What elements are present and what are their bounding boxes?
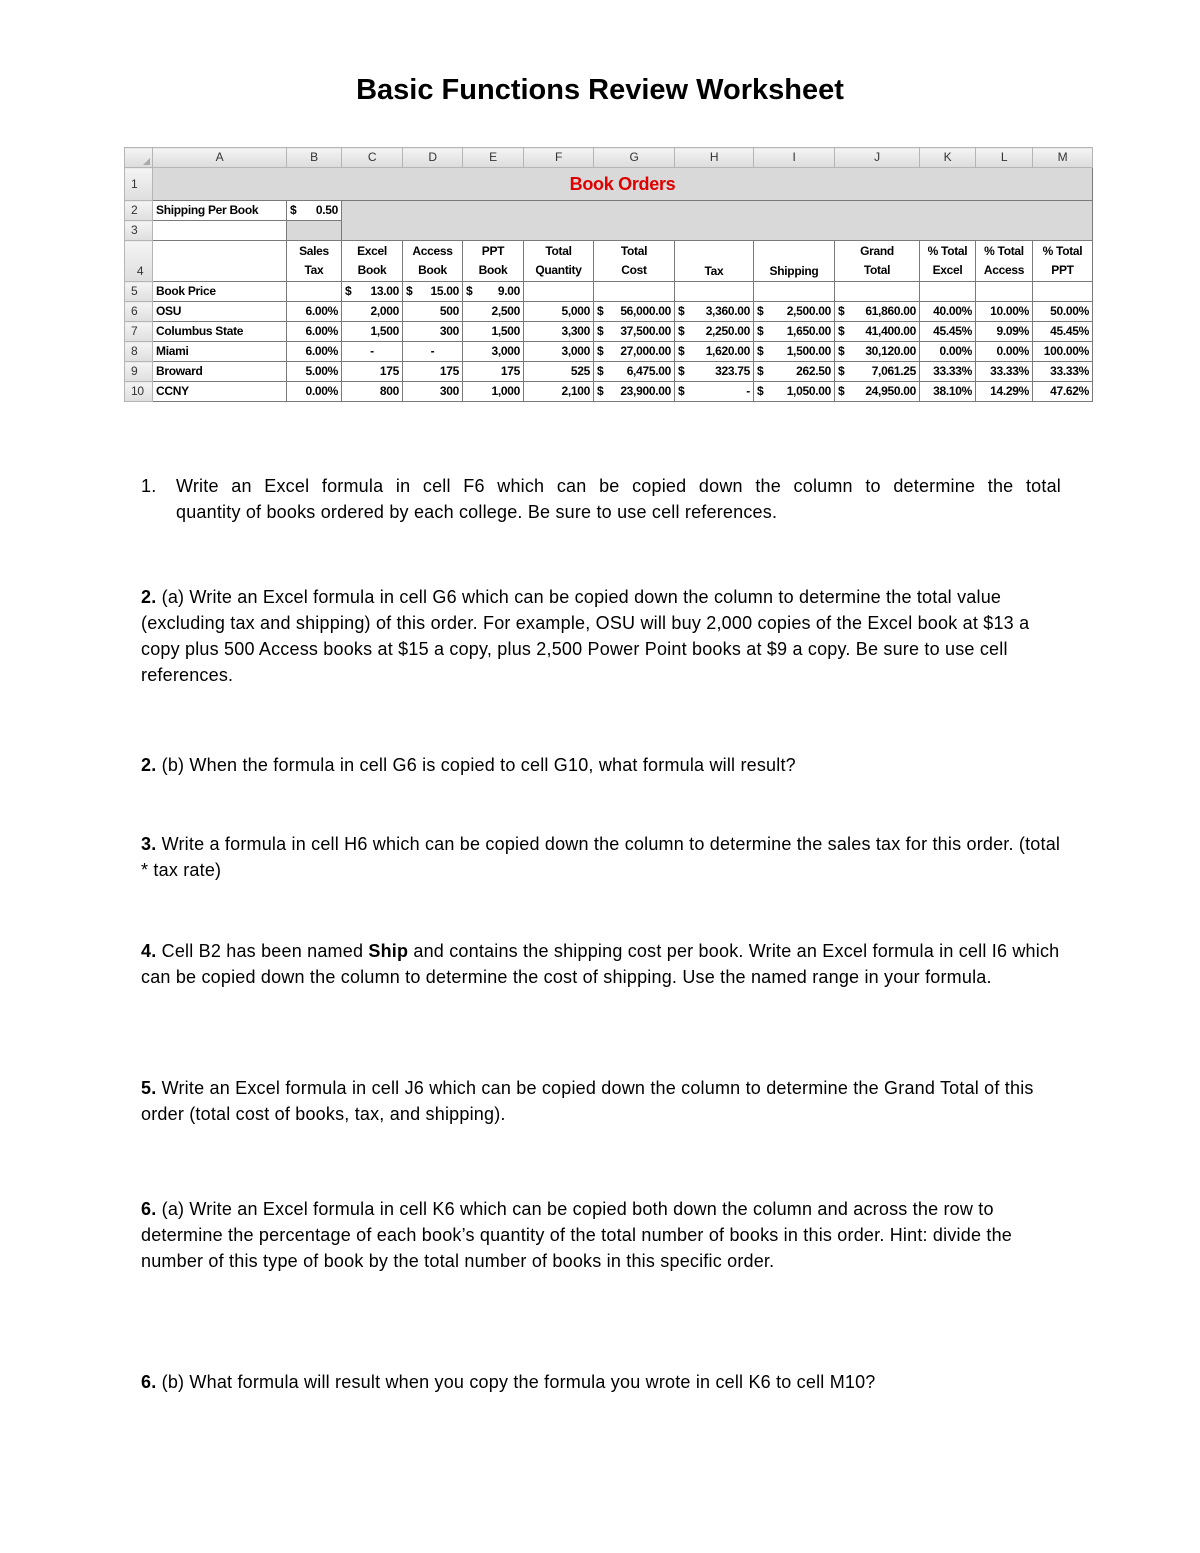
excel-book-cell[interactable]: - bbox=[342, 342, 403, 362]
shipping-header[interactable]: Shipping bbox=[754, 241, 835, 282]
book-price-label[interactable]: Book Price bbox=[153, 282, 287, 302]
book-orders-banner[interactable]: Book Orders bbox=[153, 168, 1093, 201]
row-number[interactable]: 1 bbox=[125, 168, 153, 201]
shipping-cell[interactable]: $ 2,500.00 bbox=[754, 302, 835, 322]
pct-excel-header[interactable]: % Total Excel bbox=[920, 241, 976, 282]
access-book-cell[interactable]: 500 bbox=[403, 302, 463, 322]
table-row bbox=[125, 322, 1093, 342]
row-number[interactable]: 4 bbox=[125, 241, 153, 282]
shipping-value: 0.50 bbox=[315, 203, 338, 217]
question-text: Write an Excel formula in cell J6 which can be copied down the column to determine the Grand Total of this order (total cost of books, tax, and shipping). bbox=[141, 1078, 1034, 1124]
empty-cell[interactable] bbox=[1033, 282, 1093, 302]
pct-excel-cell[interactable]: 40.00% bbox=[920, 302, 976, 322]
question-number: 1. bbox=[141, 476, 157, 496]
page-title: Basic Functions Review Worksheet bbox=[356, 74, 844, 106]
column-header-b[interactable]: B bbox=[287, 148, 342, 168]
pct-excel-cell[interactable]: 45.45% bbox=[920, 322, 976, 342]
grand-total-header[interactable]: Grand Total bbox=[835, 241, 920, 282]
total-quantity-header[interactable]: Total Quantity bbox=[524, 241, 594, 282]
question-6b bbox=[141, 1369, 1061, 1395]
row-1 bbox=[125, 168, 1093, 201]
question-text: Write a formula in cell H6 which can be copied down the column to determine the sales tax for this order. (total * tax rate) bbox=[141, 834, 1061, 880]
row-number[interactable]: 7 bbox=[125, 322, 153, 342]
row-number[interactable]: 6 bbox=[125, 302, 153, 322]
shipping-cell[interactable]: $ 262.50 bbox=[754, 362, 835, 382]
column-header-h[interactable]: H bbox=[675, 148, 754, 168]
tax-cell[interactable]: $ - bbox=[675, 382, 754, 402]
college-name-cell[interactable]: CCNY bbox=[153, 382, 287, 402]
excel-book-header[interactable]: Excel Book bbox=[342, 241, 403, 282]
question-number: 4. bbox=[141, 941, 157, 961]
column-header-c[interactable]: C bbox=[342, 148, 403, 168]
tax-header[interactable]: Tax bbox=[675, 241, 754, 282]
tax-cell[interactable]: $ 323.75 bbox=[675, 362, 754, 382]
sales-tax-cell[interactable]: 0.00% bbox=[287, 382, 342, 402]
pct-access-cell[interactable]: 10.00% bbox=[976, 302, 1033, 322]
empty-cell[interactable] bbox=[287, 221, 342, 241]
question-text: and contains the shipping cost per book. Write an Excel formula in cell I6 which can be copied down the column to determine the cost of shipping. Use the named range in your formula. bbox=[141, 941, 1060, 987]
pct-access-cell[interactable]: 33.33% bbox=[976, 362, 1033, 382]
tax-cell[interactable]: $ 1,620.00 bbox=[675, 342, 754, 362]
pct-ppt-cell[interactable]: 50.00% bbox=[1033, 302, 1093, 322]
question-6a bbox=[141, 1196, 1061, 1274]
grand-total-cell[interactable]: $ 24,950.00 bbox=[835, 382, 920, 402]
question-text: Cell B2 has been named bbox=[161, 941, 364, 961]
pct-excel-cell[interactable]: 0.00% bbox=[920, 342, 976, 362]
pct-access-cell[interactable]: 0.00% bbox=[976, 342, 1033, 362]
ppt-book-cell[interactable]: 175 bbox=[463, 362, 524, 382]
pct-ppt-cell[interactable]: 33.33% bbox=[1033, 362, 1093, 382]
college-name-cell[interactable]: OSU bbox=[153, 302, 287, 322]
access-book-header[interactable]: Access Book bbox=[403, 241, 463, 282]
excel-book-cell[interactable]: 175 bbox=[342, 362, 403, 382]
row-number[interactable]: 8 bbox=[125, 342, 153, 362]
question-1 bbox=[141, 473, 1061, 525]
column-header-i[interactable]: I bbox=[754, 148, 835, 168]
pct-excel-cell[interactable]: 33.33% bbox=[920, 362, 976, 382]
shipping-cell[interactable]: $ 1,500.00 bbox=[754, 342, 835, 362]
total-cost-cell[interactable]: $ 27,000.00 bbox=[594, 342, 675, 362]
empty-cell[interactable] bbox=[153, 241, 287, 282]
pct-access-cell[interactable]: 14.29% bbox=[976, 382, 1033, 402]
question-text: (a) Write an Excel formula in cell K6 which can be copied both down the column and across the row to determine the percentage of each book’s quantity of the total number of books in this order. Hint: divide the number of this type of book by the total number of books in this specific order. bbox=[141, 1199, 1012, 1271]
ppt-book-header[interactable]: PPT Book bbox=[463, 241, 524, 282]
named-range-ship: Ship bbox=[368, 941, 409, 961]
spreadsheet-image bbox=[124, 147, 1092, 402]
sales-tax-cell[interactable]: 6.00% bbox=[287, 302, 342, 322]
pct-ppt-header[interactable]: % Total PPT bbox=[1033, 241, 1093, 282]
row-2 bbox=[125, 201, 1093, 221]
college-name-cell[interactable]: Columbus State bbox=[153, 322, 287, 342]
total-quantity-cell[interactable]: 2,100 bbox=[524, 382, 594, 402]
ppt-price-cell[interactable]: $ 9.00 bbox=[463, 282, 524, 302]
pct-access-cell[interactable]: 9.09% bbox=[976, 322, 1033, 342]
total-quantity-cell[interactable]: 5,000 bbox=[524, 302, 594, 322]
question-number: 5. bbox=[141, 1078, 157, 1098]
sales-tax-cell[interactable]: 6.00% bbox=[287, 342, 342, 362]
empty-cell[interactable] bbox=[835, 282, 920, 302]
college-name-cell[interactable]: Miami bbox=[153, 342, 287, 362]
select-all-corner[interactable] bbox=[125, 148, 153, 168]
table-row bbox=[125, 302, 1093, 322]
empty-cell[interactable] bbox=[287, 282, 342, 302]
excel-book-cell[interactable]: 2,000 bbox=[342, 302, 403, 322]
currency-symbol: $ bbox=[290, 203, 297, 217]
pct-ppt-cell[interactable]: 45.45% bbox=[1033, 322, 1093, 342]
total-quantity-cell[interactable]: 525 bbox=[524, 362, 594, 382]
question-text: (b) When the formula in cell G6 is copied to cell G10, what formula will result? bbox=[161, 755, 796, 775]
ppt-book-cell[interactable]: 1,000 bbox=[463, 382, 524, 402]
question-text: Write an Excel formula in cell F6 which can be copied down the column to determine the total bbox=[176, 476, 1061, 496]
row-number[interactable]: 3 bbox=[125, 221, 153, 241]
total-quantity-cell[interactable]: 3,300 bbox=[524, 322, 594, 342]
shipping-cell[interactable]: $ 1,050.00 bbox=[754, 382, 835, 402]
pct-ppt-cell[interactable]: 47.62% bbox=[1033, 382, 1093, 402]
grand-total-cell[interactable]: $ 7,061.25 bbox=[835, 362, 920, 382]
grand-total-cell[interactable]: $ 41,400.00 bbox=[835, 322, 920, 342]
question-2a bbox=[141, 584, 1061, 688]
excel-price-cell[interactable]: $ 13.00 bbox=[342, 282, 403, 302]
column-header-l[interactable]: L bbox=[976, 148, 1033, 168]
row-5-book-price bbox=[125, 282, 1093, 302]
question-number: 6. bbox=[141, 1199, 157, 1219]
table-row bbox=[125, 362, 1093, 382]
question-number: 2. bbox=[141, 587, 157, 607]
question-2b bbox=[141, 752, 1061, 778]
excel-book-cell[interactable]: 800 bbox=[342, 382, 403, 402]
question-number: 3. bbox=[141, 834, 157, 854]
column-header-row bbox=[125, 148, 1093, 168]
question-5 bbox=[141, 1075, 1061, 1127]
total-cost-cell[interactable]: $ 37,500.00 bbox=[594, 322, 675, 342]
empty-cell[interactable] bbox=[153, 221, 287, 241]
column-header-d[interactable]: D bbox=[403, 148, 463, 168]
question-number: 6. bbox=[141, 1372, 157, 1392]
table-row bbox=[125, 382, 1093, 402]
ppt-book-cell[interactable]: 3,000 bbox=[463, 342, 524, 362]
row-number[interactable]: 9 bbox=[125, 362, 153, 382]
empty-cell[interactable] bbox=[920, 282, 976, 302]
column-header-g[interactable]: G bbox=[594, 148, 675, 168]
table-row bbox=[125, 342, 1093, 362]
access-price-cell[interactable]: $ 15.00 bbox=[403, 282, 463, 302]
shipping-value-cell[interactable] bbox=[287, 201, 342, 221]
empty-cell[interactable] bbox=[524, 282, 594, 302]
college-name-cell[interactable]: Broward bbox=[153, 362, 287, 382]
pct-ppt-cell[interactable]: 100.00% bbox=[1033, 342, 1093, 362]
column-header-e[interactable]: E bbox=[463, 148, 524, 168]
total-quantity-cell[interactable]: 3,000 bbox=[524, 342, 594, 362]
ppt-book-cell[interactable]: 1,500 bbox=[463, 322, 524, 342]
question-4 bbox=[141, 938, 1061, 990]
shipping-cell[interactable]: $ 1,650.00 bbox=[754, 322, 835, 342]
row-4-headers bbox=[125, 241, 1093, 282]
access-book-cell[interactable]: 300 bbox=[403, 322, 463, 342]
column-header-f[interactable]: F bbox=[524, 148, 594, 168]
college-rows bbox=[125, 302, 1093, 402]
sales-tax-header[interactable]: Sales Tax bbox=[287, 241, 342, 282]
column-header-k[interactable]: K bbox=[920, 148, 976, 168]
empty-cell[interactable] bbox=[976, 282, 1033, 302]
row-number[interactable]: 10 bbox=[125, 382, 153, 402]
excel-book-cell[interactable]: 1,500 bbox=[342, 322, 403, 342]
empty-cell[interactable] bbox=[754, 282, 835, 302]
tax-cell[interactable]: $ 2,250.00 bbox=[675, 322, 754, 342]
question-text: quantity of books ordered by each college. Be sure to use cell references. bbox=[176, 502, 778, 522]
ppt-book-cell[interactable]: 2,500 bbox=[463, 302, 524, 322]
question-3 bbox=[141, 831, 1061, 883]
access-book-cell[interactable]: 300 bbox=[403, 382, 463, 402]
pct-access-header[interactable]: % Total Access bbox=[976, 241, 1033, 282]
gray-fill-block bbox=[342, 201, 1093, 241]
question-text: (b) What formula will result when you copy the formula you wrote in cell K6 to cell M10? bbox=[161, 1372, 876, 1392]
row-number[interactable]: 2 bbox=[125, 201, 153, 221]
access-book-cell[interactable]: 175 bbox=[403, 362, 463, 382]
grand-total-cell[interactable]: $ 30,120.00 bbox=[835, 342, 920, 362]
sales-tax-cell[interactable]: 5.00% bbox=[287, 362, 342, 382]
access-book-cell[interactable]: - bbox=[403, 342, 463, 362]
shipping-label-cell[interactable]: Shipping Per Book bbox=[153, 201, 287, 221]
column-header-m[interactable]: M bbox=[1033, 148, 1093, 168]
total-cost-cell[interactable]: $ 6,475.00 bbox=[594, 362, 675, 382]
question-text: (a) Write an Excel formula in cell G6 which can be copied down the column to determine the total value (excluding tax and shipping) of this order. For example, OSU will buy 2,000 copies of the Excel book at $13 a copy plus 500 Access books at $15 a copy, plus 2,500 Power Point books at $9 a copy. Be sure to use cell references. bbox=[141, 587, 1030, 685]
book-orders-table bbox=[124, 147, 1093, 402]
empty-cell[interactable] bbox=[594, 282, 675, 302]
column-header-a[interactable]: A bbox=[153, 148, 287, 168]
column-header-j[interactable]: J bbox=[835, 148, 920, 168]
pct-excel-cell[interactable]: 38.10% bbox=[920, 382, 976, 402]
question-number: 2. bbox=[141, 755, 157, 775]
total-cost-cell[interactable]: $ 23,900.00 bbox=[594, 382, 675, 402]
tax-cell[interactable]: $ 3,360.00 bbox=[675, 302, 754, 322]
total-cost-cell[interactable]: $ 56,000.00 bbox=[594, 302, 675, 322]
row-number[interactable]: 5 bbox=[125, 282, 153, 302]
sales-tax-cell[interactable]: 6.00% bbox=[287, 322, 342, 342]
empty-cell[interactable] bbox=[675, 282, 754, 302]
grand-total-cell[interactable]: $ 61,860.00 bbox=[835, 302, 920, 322]
total-cost-header[interactable]: Total Cost bbox=[594, 241, 675, 282]
